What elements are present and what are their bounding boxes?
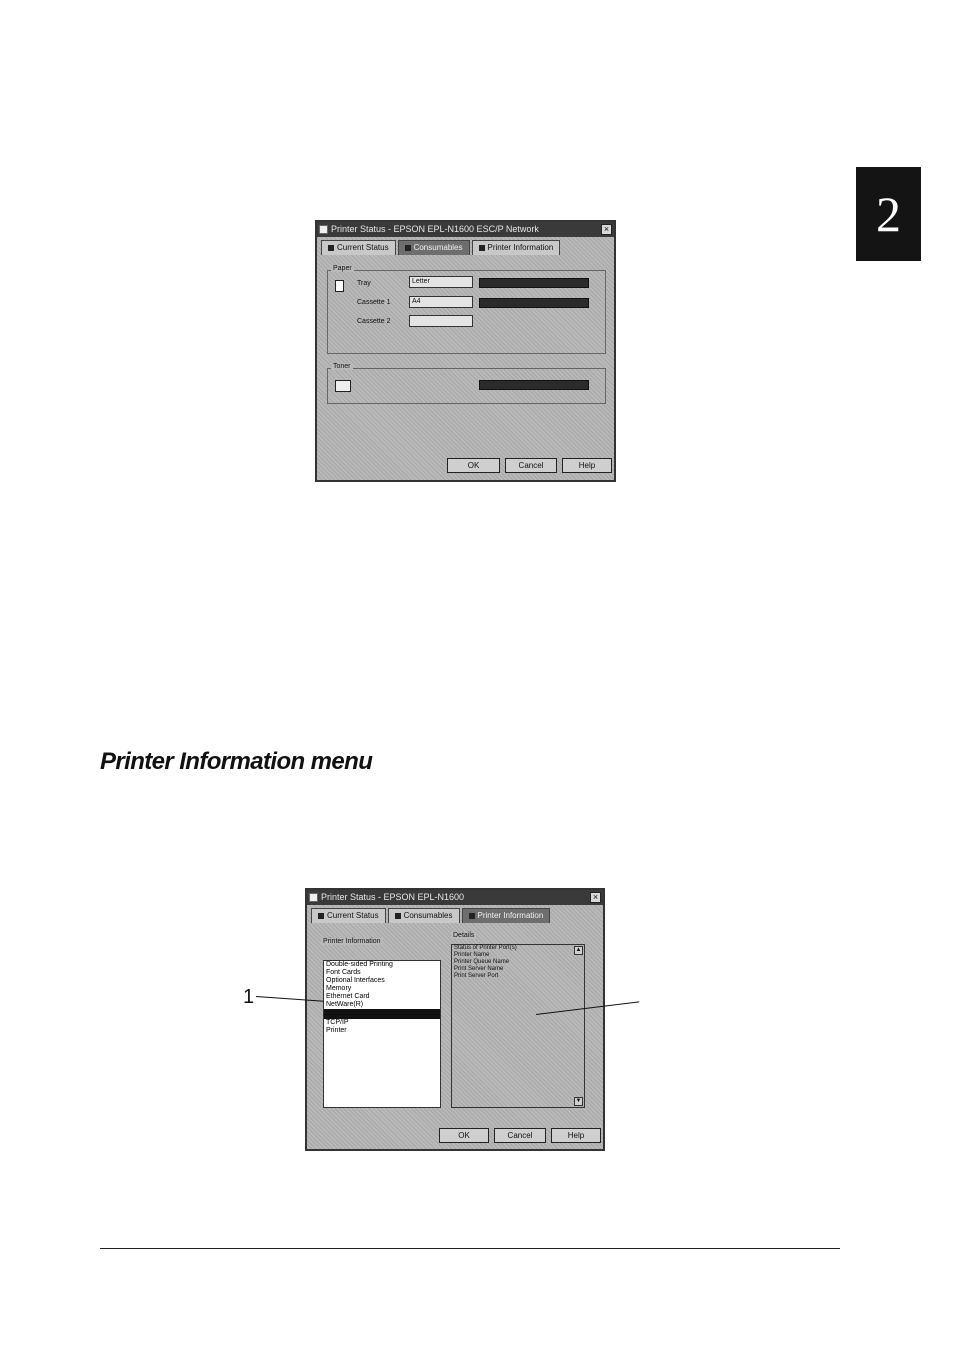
toner-level-bar	[479, 380, 589, 390]
dialog-titlebar	[317, 222, 614, 237]
dialog-titlebar	[307, 890, 603, 905]
dialog-title: Printer Status - EPSON EPL-N1600 ESC/P Network	[331, 224, 539, 234]
consumables-dialog	[315, 220, 616, 482]
list-item[interactable]: TCP/IP	[326, 1019, 349, 1026]
detail-line: Printer Queue Name	[454, 959, 510, 965]
check-icon	[318, 913, 324, 919]
paper-group-label: Paper	[333, 265, 352, 272]
footer-rule	[100, 1248, 840, 1249]
printer-information-list[interactable]	[323, 960, 441, 1108]
close-button[interactable]: ×	[590, 892, 601, 903]
tab-consumables[interactable]: Consumables	[388, 908, 460, 923]
check-icon	[405, 245, 411, 251]
tab-printer-information[interactable]: Printer Information	[462, 908, 551, 923]
list-item[interactable]: Ethernet Card	[326, 993, 370, 1000]
dialog-title: Printer Status - EPSON EPL-N1600	[321, 892, 465, 902]
printer-app-icon	[309, 893, 318, 902]
close-button[interactable]: ×	[601, 224, 612, 235]
list-item[interactable]: Double-sided Printing	[326, 961, 393, 968]
ok-button[interactable]: OK	[439, 1128, 489, 1143]
list-item[interactable]: Optional Interfaces	[326, 977, 385, 984]
section-heading: Printer Information menu	[100, 748, 373, 775]
details-panel[interactable]	[451, 944, 585, 1108]
scroll-up-arrow-icon[interactable]: ▲	[575, 947, 582, 953]
paper-size-field	[409, 315, 473, 327]
toner-group-label: Toner	[333, 363, 351, 370]
list-item-selected[interactable]	[324, 1009, 440, 1019]
list-item[interactable]: Memory	[326, 985, 352, 992]
tab-printer-information[interactable]: Printer Information	[472, 240, 561, 255]
cancel-button[interactable]: Cancel	[505, 458, 557, 473]
scroll-down-arrow-icon[interactable]: ▼	[575, 1098, 582, 1104]
printer-information-dialog	[305, 888, 605, 1151]
detail-line: Printer Name	[454, 952, 490, 958]
list-item[interactable]: Printer	[326, 1027, 347, 1034]
check-icon	[395, 913, 401, 919]
tab-consumables[interactable]: Consumables	[398, 240, 470, 255]
chapter-number: 2	[876, 186, 901, 242]
info-icon	[479, 245, 485, 251]
paper-level-bar	[479, 298, 589, 308]
callout-number: 1	[243, 986, 255, 1008]
detail-line: Status of Printer Port(s)	[454, 945, 517, 951]
paper-size-field: A4	[409, 296, 473, 308]
toner-icon	[335, 380, 351, 392]
tab-strip	[321, 240, 560, 256]
help-button[interactable]: Help	[562, 458, 612, 473]
detail-line: Print Server Name	[454, 966, 504, 972]
tab-current-status[interactable]: Current Status	[311, 908, 386, 923]
info-icon	[469, 913, 475, 919]
paper-icon	[335, 280, 344, 292]
paper-level-bar	[479, 278, 589, 288]
chapter-marker	[856, 167, 921, 261]
list-label: Printer Information	[323, 938, 381, 945]
paper-source-label: Cassette 2	[357, 318, 391, 325]
detail-line: Print Server Port	[454, 973, 499, 979]
paper-source-label: Tray	[357, 280, 371, 287]
cancel-button[interactable]: Cancel	[494, 1128, 546, 1143]
list-item[interactable]: NetWare(R)	[326, 1001, 364, 1008]
ok-button[interactable]: OK	[447, 458, 500, 473]
tab-current-status[interactable]: Current Status	[321, 240, 396, 255]
help-button[interactable]: Help	[551, 1128, 601, 1143]
printer-app-icon	[319, 225, 328, 234]
paper-source-label: Cassette 1	[357, 299, 391, 306]
list-item[interactable]: Font Cards	[326, 969, 361, 976]
tab-strip	[311, 908, 550, 924]
details-label: Details	[453, 932, 475, 939]
paper-size-field: Letter	[409, 276, 473, 288]
check-icon	[328, 245, 334, 251]
